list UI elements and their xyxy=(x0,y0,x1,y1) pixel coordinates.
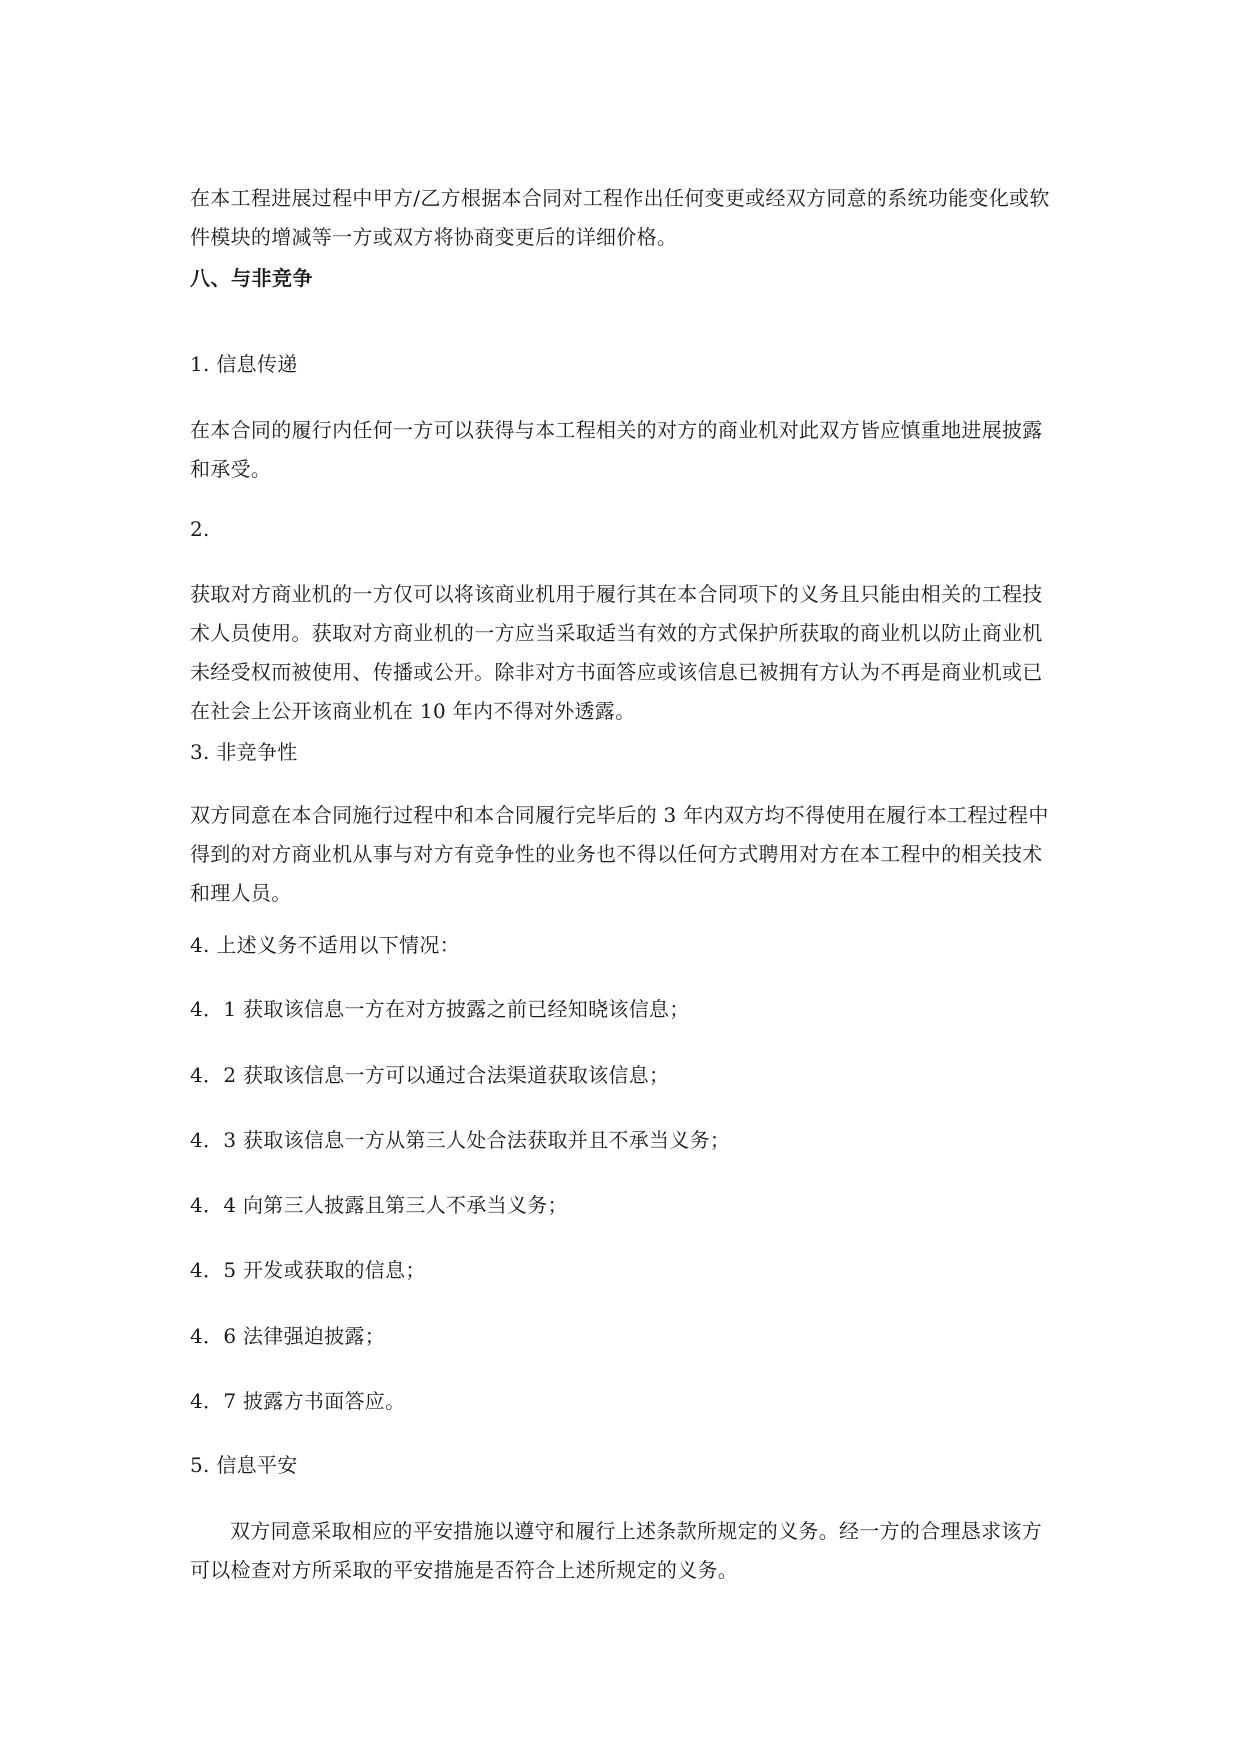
list-item-4-7: 4．7 披露方书面答应。 xyxy=(190,1389,406,1413)
paragraph-5: 双方同意采取相应的平安措施以遵守和履行上述条款所规定的义务。经一方的合理恳求该方可以检查对方所采取的平安措施是否符合上述所规定的义务。 xyxy=(190,1519,1042,1582)
list-item-4-1: 4．1 获取该信息一方在对方披露之前已经知晓该信息； xyxy=(190,997,690,1021)
subheading-1: 1. 信息传递 xyxy=(190,352,298,376)
subheading-4: 4. 上述义务不适用以下情况： xyxy=(190,933,460,957)
intro-paragraph: 在本工程进展过程中甲方/乙方根据本合同对工程作出任何变更或经双方同意的系统功能变化或软件模块的增减等一方或双方将协商变更后的详细价格。 xyxy=(190,186,1050,249)
subheading-2: 2. xyxy=(190,517,210,541)
list-item-4-2: 4．2 获取该信息一方可以通过合法渠道获取该信息； xyxy=(190,1063,670,1087)
list-item-4-4: 4．4 向第三人披露且第三人不承当义务； xyxy=(190,1193,568,1217)
paragraph-1: 在本合同的履行内任何一方可以获得与本工程相关的对方的商业机对此双方皆应慎重地进展披露和承受。 xyxy=(190,418,1043,481)
subheading-3: 3. 非竞争性 xyxy=(190,740,298,764)
section-heading-8: 八、与非竞争 xyxy=(190,266,313,290)
list-item-4-3: 4．3 获取该信息一方从第三人处合法获取并且不承当义务； xyxy=(190,1128,731,1152)
paragraph-3: 双方同意在本合同施行过程中和本合同履行完毕后的 3 年内双方均不得使用在履行本工程过程中得到的对方商业机从事与对方有竞争性的业务也不得以任何方式聘用对方在本工程中的相关技术和理人员。 xyxy=(190,803,1049,905)
list-item-4-6: 4．6 法律强迫披露； xyxy=(190,1324,386,1348)
subheading-5: 5. 信息平安 xyxy=(190,1453,298,1477)
paragraph-2: 获取对方商业机的一方仅可以将该商业机用于履行其在本合同项下的义务且只能由相关的工程技术人员使用。获取对方商业机的一方应当采取适当有效的方式保护所获取的商业机以防止商业机未经受权而被使用、传播或公开。除非对方书面答应或该信息已被拥有方认为不再是商业机或已在社会上公开该商业机在 10 年内不得对外透露。 xyxy=(190,582,1043,723)
list-item-4-5: 4．5 开发或获取的信息； xyxy=(190,1258,426,1282)
